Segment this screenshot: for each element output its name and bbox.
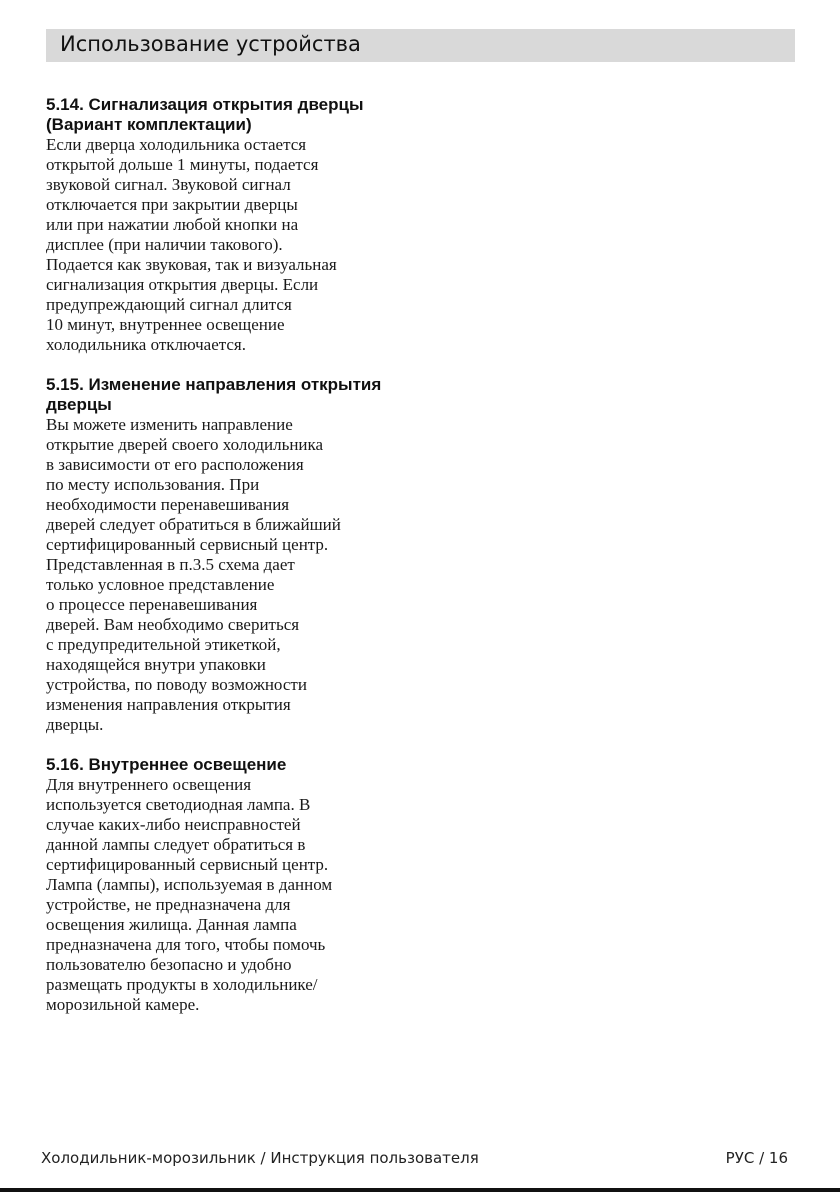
body-line: освещения жилища. Данная лампа [46,915,297,934]
body-line: пользователю безопасно и удобно [46,955,292,974]
body-line: открытие дверей своего холодильника [46,435,324,454]
body-line: предназначена для того, чтобы помочь [46,935,326,954]
body-line: дверцы. [46,715,104,734]
body-line: Для внутреннего освещения [46,775,252,794]
body-line: находящейся внутри упаковки [46,655,266,674]
body-line: устройства, по поводу возможности [46,675,307,694]
body-line: используется светодиодная лампа. В [46,795,311,814]
body-line: случае каких-либо неисправностей [46,815,301,834]
section-body [46,775,406,1015]
section-door-alarm [46,95,406,355]
body-line: необходимости перенавешивания [46,495,290,514]
section-body [46,415,406,735]
section-interior-light [46,755,406,1015]
body-line: предупреждающий сигнал длится [46,295,292,314]
body-line: Подается как звуковая, так и визуальная [46,255,337,274]
body-line: в зависимости от его расположения [46,455,304,474]
body-line: морозильной камере. [46,995,200,1014]
bottom-divider [0,1188,840,1192]
footer-doc-title: Холодильник-морозильник / Инструкция пользователя [41,1149,479,1167]
body-line: изменения направления открытия [46,695,291,714]
section-heading [46,95,406,135]
heading-line: 5.16. Внутреннее освещение [46,755,287,774]
heading-line: (Вариант комплектации) [46,115,252,134]
body-line: дверей. Вам необходимо свериться [46,615,300,634]
body-line: устройстве, не предназначена для [46,895,291,914]
body-line: звуковой сигнал. Звуковой сигнал [46,175,291,194]
heading-line: 5.15. Изменение направления открытия [46,375,382,394]
section-heading [46,755,406,775]
body-line: или при нажатии любой кнопки на [46,215,299,234]
header-bar [46,29,795,62]
body-line: Лампа (лампы), используемая в данном [46,875,333,894]
body-line: по месту использования. При [46,475,260,494]
body-line: отключается при закрытии дверцы [46,195,298,214]
body-line: размещать продукты в холодильнике/ [46,975,318,994]
body-line: сигнализация открытия дверцы. Если [46,275,319,294]
body-line: открытой дольше 1 минуты, подается [46,155,319,174]
heading-line: дверцы [46,395,112,414]
page-title: Использование устройства [60,32,361,56]
body-line: холодильника отключается. [46,335,246,354]
body-line: сертифицированный сервисный центр. [46,535,329,554]
body-line: Представленная в п.3.5 схема дает [46,555,295,574]
body-line: дверей следует обратиться в ближайший [46,515,341,534]
body-line: Вы можете изменить направление [46,415,293,434]
body-line: данной лампы следует обратиться в [46,835,306,854]
heading-line: 5.14. Сигнализация открытия дверцы [46,95,364,114]
body-line: о процессе перенавешивания [46,595,258,614]
body-line: сертифицированный сервисный центр. [46,855,329,874]
body-line: дисплее (при наличии такового). [46,235,283,254]
footer-page-number: РУС / 16 [725,1149,788,1167]
body-line: 10 минут, внутреннее освещение [46,315,285,334]
content-column [46,95,406,1035]
body-line: с предупредительной этикеткой, [46,635,281,654]
section-body [46,135,406,355]
body-line: только условное представление [46,575,275,594]
body-line: Если дверца холодильника остается [46,135,307,154]
section-door-reversal [46,375,406,735]
section-heading [46,375,406,415]
